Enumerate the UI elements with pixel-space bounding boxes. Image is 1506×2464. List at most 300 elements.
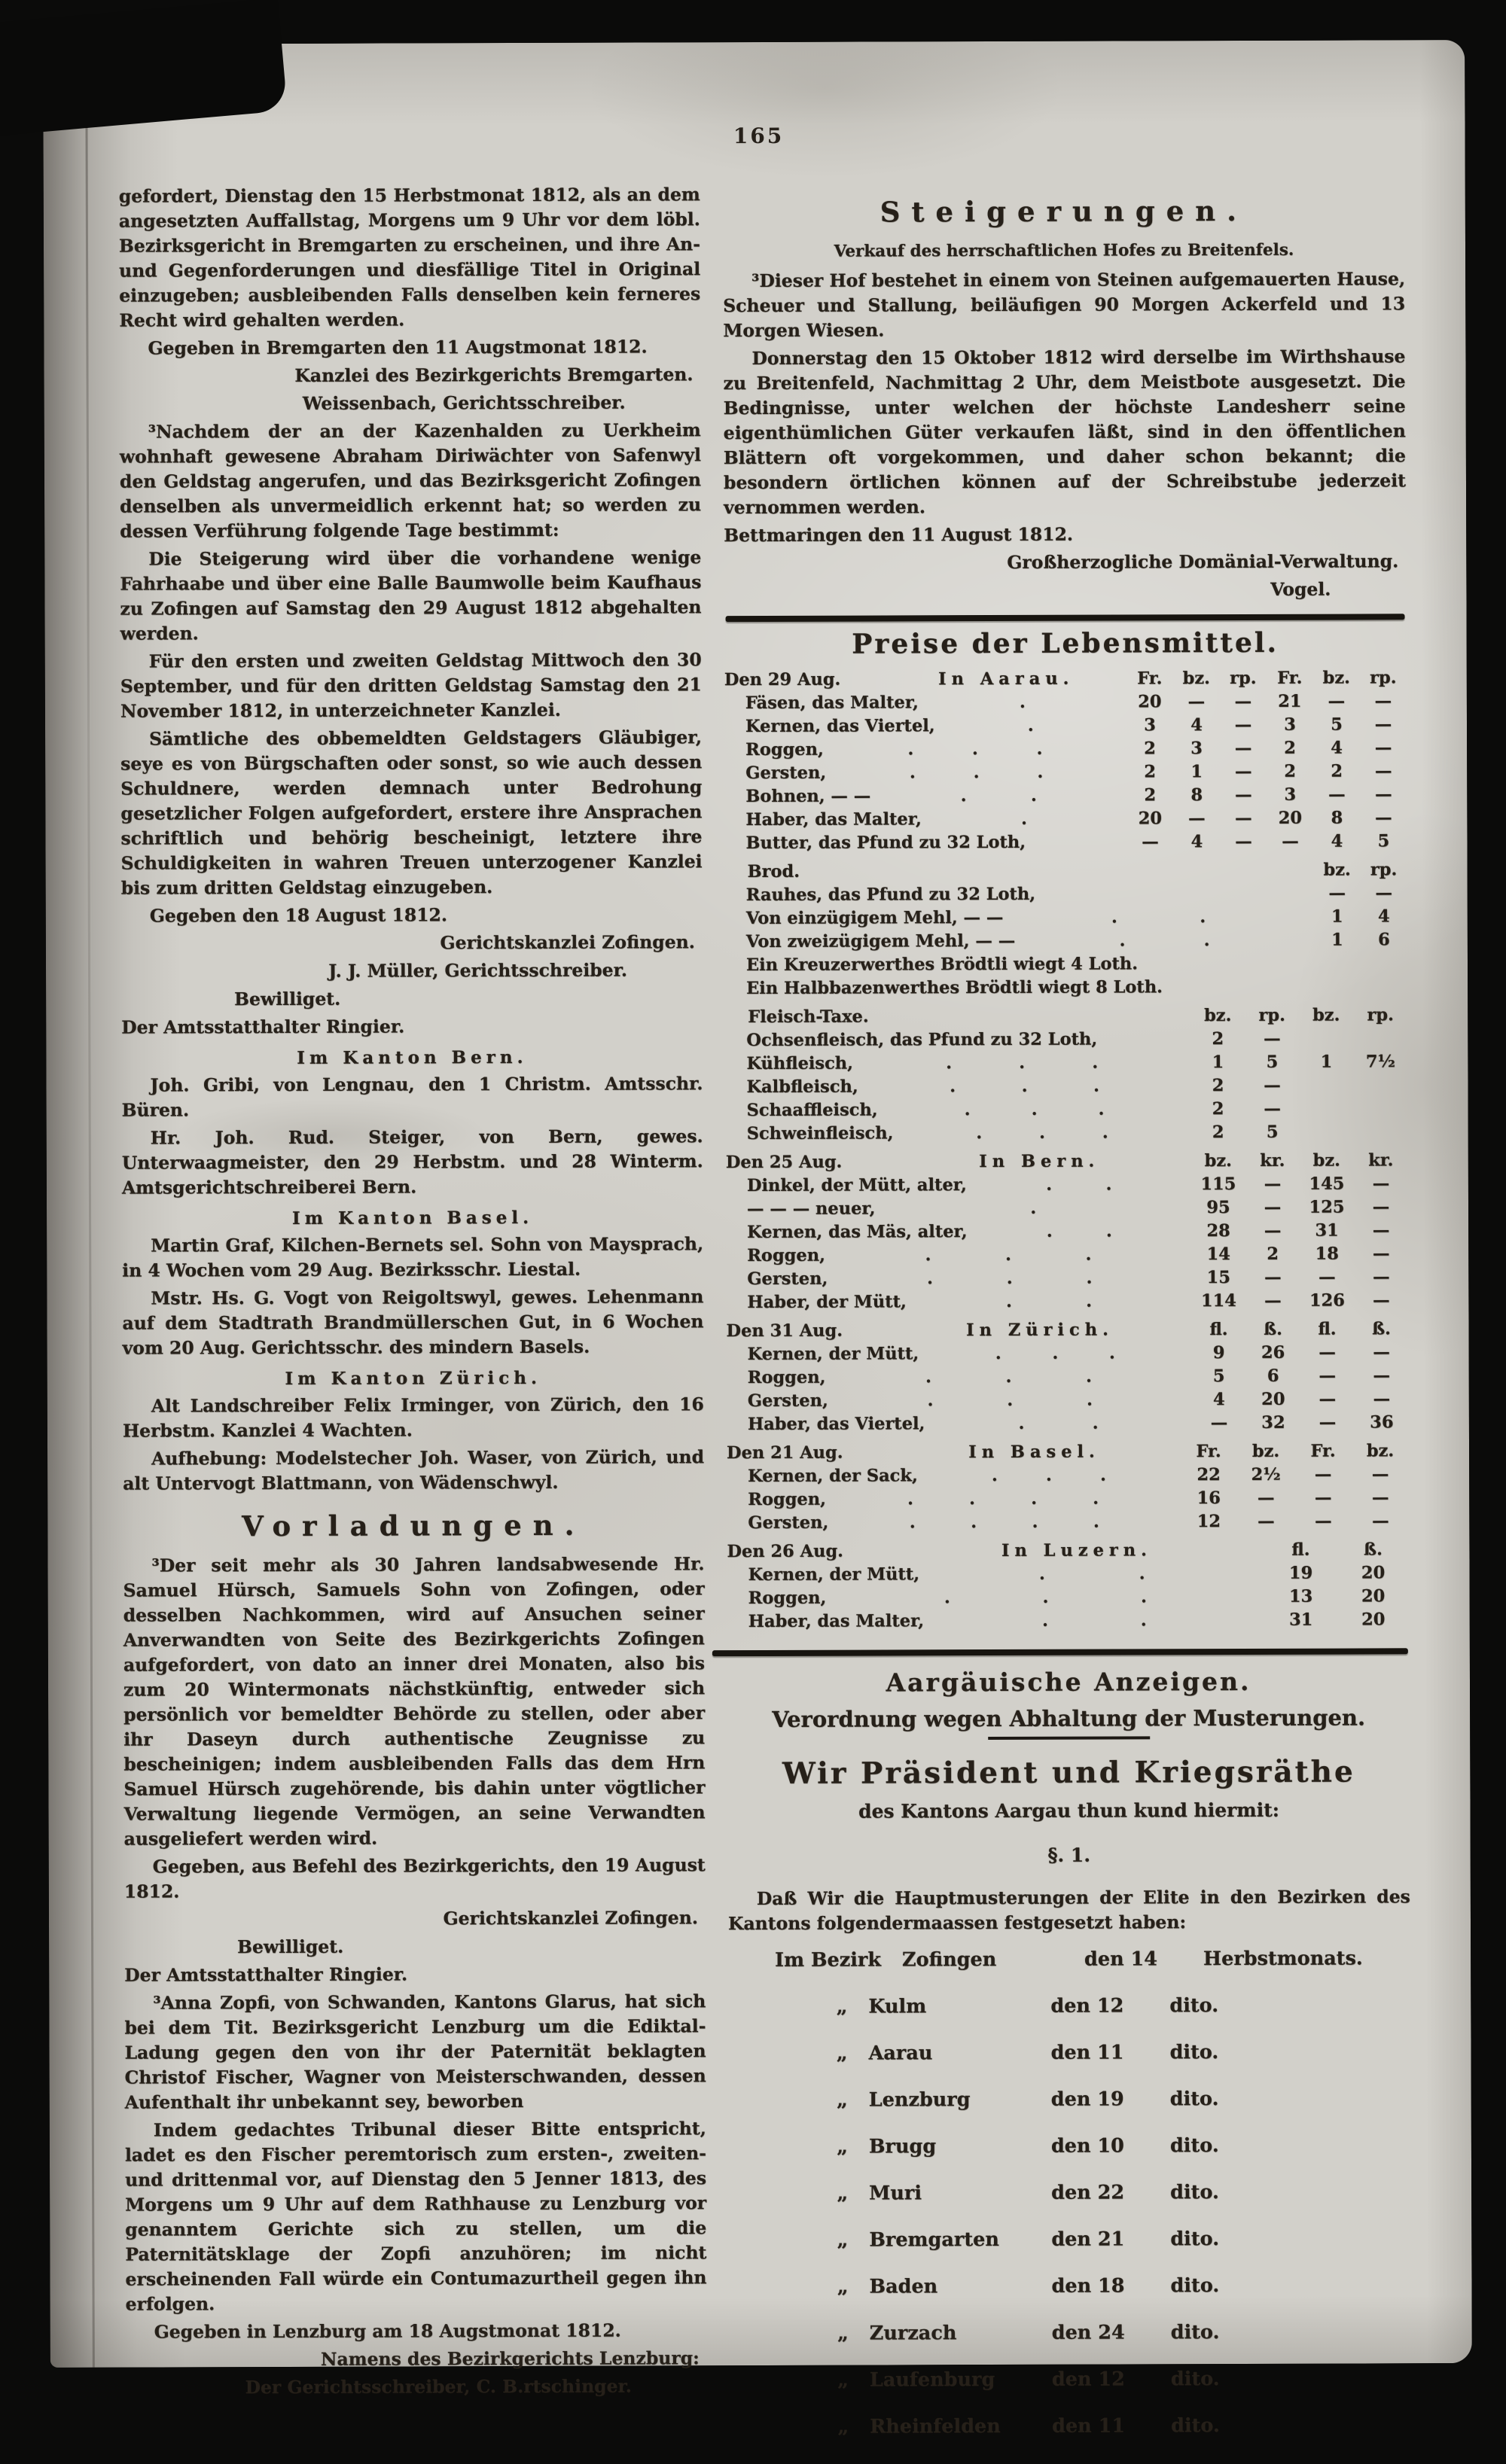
- price-value: —: [1354, 1289, 1408, 1312]
- prices-title: Preise der Lebensmittel.: [724, 626, 1407, 661]
- price-value: 4: [1192, 1388, 1246, 1412]
- price-value: [1299, 1028, 1353, 1051]
- price-values: [1126, 783, 1407, 807]
- muster-prefix: „: [776, 2088, 869, 2113]
- leader-dot: .: [1204, 929, 1210, 952]
- leader-dot: .: [950, 1075, 956, 1098]
- muster-prefix: „: [776, 2368, 870, 2393]
- price-value: 2: [1126, 784, 1173, 807]
- muster-prefix: „: [775, 2042, 868, 2067]
- price-item-label: Ochsenfleisch, das Pfund zu 32 Loth,: [746, 1028, 1097, 1052]
- leader-dot: .: [1042, 1610, 1048, 1633]
- muster-day: den 14: [1084, 1947, 1203, 1972]
- price-value: —: [1360, 690, 1407, 713]
- price-value: —: [1245, 1074, 1299, 1098]
- price-value: 16: [1180, 1487, 1237, 1510]
- price-value: [1300, 1121, 1354, 1144]
- price-value: 20: [1246, 1388, 1300, 1412]
- text-block: Kanzlei des Bezirkgerichts Bremgarten.: [119, 362, 700, 388]
- price-value: —: [1220, 830, 1267, 854]
- price-value: 36: [1355, 1411, 1409, 1434]
- price-value: 18: [1300, 1243, 1354, 1266]
- prices-divider-rule: [726, 614, 1405, 622]
- price-row: [727, 1608, 1410, 1634]
- price-value: —: [1313, 783, 1360, 806]
- unit-label: bz.: [1299, 1004, 1353, 1028]
- muster-month: dito.: [1170, 2179, 1411, 2205]
- muster-month: dito.: [1170, 2273, 1411, 2298]
- unit-label: Fr.: [1294, 1440, 1352, 1463]
- price-item-label: Schaaffleisch,: [747, 1098, 878, 1122]
- dot-leader: [922, 807, 1127, 831]
- price-value: —: [1300, 1266, 1354, 1290]
- muster-row: [730, 2366, 1412, 2415]
- muster-day: den 12: [1050, 1993, 1169, 2018]
- newspaper-page: [43, 40, 1472, 2368]
- price-section-date: Brod.: [725, 860, 910, 884]
- price-values: [1180, 1463, 1409, 1487]
- price-row: [727, 1486, 1409, 1512]
- price-value: 26: [1246, 1342, 1300, 1365]
- price-value: 4: [1361, 905, 1407, 928]
- muster-prefix: „: [776, 2415, 870, 2440]
- price-item-label: Schweinfleisch,: [747, 1122, 894, 1146]
- leader-dot: .: [1007, 1267, 1013, 1290]
- price-note: Ein Kreuzerwerthes Brödtli wiegt 4 Loth.: [725, 952, 1407, 977]
- price-value: —: [1300, 1412, 1355, 1435]
- leader-dot: .: [1046, 1464, 1052, 1488]
- price-value: —: [1300, 1388, 1355, 1412]
- price-value: —: [1192, 1412, 1246, 1435]
- muster-day: den 11: [1052, 2414, 1171, 2438]
- unit-label: bz.: [1191, 1150, 1245, 1173]
- price-item-label: Kernen, der Mütt,: [748, 1342, 919, 1366]
- price-row: [725, 1074, 1407, 1099]
- leader-dot: .: [969, 1488, 975, 1511]
- price-value: —: [1354, 1172, 1408, 1195]
- muster-district: Zurzach: [870, 2321, 1052, 2347]
- price-value: 14: [1191, 1243, 1245, 1266]
- price-note: Ein Halbbazenwerthes Brödtli wiegt 8 Loth.: [725, 975, 1407, 1001]
- leader-dot: .: [1141, 1609, 1147, 1632]
- price-value: 31: [1300, 1220, 1354, 1243]
- leader-dot: .: [1099, 1098, 1105, 1122]
- price-value: 2: [1267, 737, 1313, 760]
- price-row: [724, 736, 1407, 762]
- price-row: [727, 1364, 1409, 1390]
- muster-row: [729, 2086, 1411, 2135]
- leader-dot: .: [995, 1342, 1001, 1366]
- dot-leader: [1035, 899, 1314, 900]
- muster-district: Brugg: [869, 2134, 1051, 2160]
- dot-leader: [878, 1098, 1191, 1122]
- leader-dot: .: [927, 1267, 933, 1290]
- price-value: 20: [1337, 1608, 1410, 1631]
- text-block: Gegeben, aus Befehl des Bezirkgerichts, den 19 August 1812.: [124, 1853, 706, 1904]
- leader-dot: .: [944, 1586, 950, 1610]
- price-value: 3: [1267, 714, 1313, 737]
- price-value: 115: [1191, 1173, 1245, 1196]
- leader-dot: .: [1032, 1511, 1038, 1534]
- price-value: 2½: [1237, 1463, 1294, 1487]
- dot-leader: [925, 1412, 1192, 1436]
- proclamation-heading: Wir Präsident und Kriegsräthe: [727, 1752, 1410, 1793]
- unit-label: bz.: [1173, 667, 1220, 690]
- unit-label: fl.: [1191, 1318, 1245, 1342]
- price-value: 5: [1360, 830, 1407, 853]
- price-value: —: [1220, 807, 1267, 830]
- leader-dot: .: [1093, 1511, 1099, 1534]
- muster-row: [728, 1993, 1410, 2042]
- leader-dot: .: [1100, 1464, 1106, 1488]
- leader-dot: .: [1031, 784, 1037, 808]
- price-item-label: Kernen, das Mäs, alter,: [747, 1220, 968, 1244]
- leader-dot: .: [1030, 1197, 1036, 1220]
- text-block: Indem gedachtes Tribunal dieser Bitte entspricht, ladet es den Fischer peremtorisch zum ersten-, zweiten- und drittenmal vor, auf Dienstag den 5 Jenner 1813, des Morgens um 9 Uhr auf dem Rathhause zu Lenzburg vor genanntem Gerichte sich zu stellen, um die Paternitätsklage der Zopfi anzuhören; im nicht erscheinenden Fall würde ein Contumazurtheil gegen ihn erfolgen.: [125, 2116, 707, 2316]
- price-value: —: [1173, 807, 1220, 830]
- muster-month: dito.: [1170, 2226, 1411, 2252]
- price-value: —: [1352, 1509, 1409, 1533]
- leader-dot: .: [1037, 761, 1043, 784]
- price-row: [726, 1172, 1408, 1198]
- price-section-place: [910, 1021, 1190, 1022]
- leader-dot: .: [1106, 1220, 1112, 1244]
- price-item-label: Roggen,: [748, 1587, 827, 1610]
- muster-prefix: „: [776, 2322, 870, 2347]
- price-section-date: Den 21 Aug.: [727, 1441, 889, 1465]
- text-block: Gegeben den 18 August 1812.: [121, 902, 703, 928]
- price-row: [726, 1242, 1408, 1268]
- price-item-label: Von einzügigem Mehl, — —: [746, 906, 1004, 930]
- dot-leader: [919, 690, 1126, 714]
- leader-dot: .: [1106, 1174, 1112, 1197]
- price-item-label: Kernen, das Viertel,: [745, 714, 935, 739]
- muster-month: dito.: [1171, 2366, 1412, 2392]
- price-section-date: Den 31 Aug.: [726, 1319, 888, 1343]
- price-item-label: Haber, der Mütt,: [747, 1290, 906, 1314]
- text-block: Bewilliget.: [124, 1933, 706, 1960]
- price-value: 21: [1267, 690, 1313, 714]
- dot-leader: [918, 1463, 1180, 1488]
- price-unit-headers: [1191, 1149, 1408, 1173]
- dot-leader: [893, 1121, 1190, 1145]
- leader-dot: .: [907, 1488, 913, 1511]
- text-block: Gegeben in Lenzburg am 18 Augstmonat 1812.: [126, 2318, 707, 2344]
- price-item-label: Butter, das Pfund zu 32 Loth,: [745, 831, 1026, 855]
- unit-label: rp.: [1353, 1004, 1407, 1027]
- price-row: [727, 1585, 1410, 1610]
- price-values: [1190, 1050, 1407, 1074]
- price-values: [1126, 830, 1407, 854]
- leader-dot: .: [1046, 1174, 1052, 1197]
- price-row: [727, 1341, 1409, 1366]
- price-row: [725, 928, 1407, 954]
- price-value: 3: [1126, 714, 1173, 737]
- leader-dot: .: [946, 1052, 952, 1075]
- price-values: [1314, 928, 1407, 952]
- price-item-label: Gersten,: [747, 1268, 828, 1291]
- price-value: 8: [1313, 806, 1360, 830]
- price-values: [1265, 1608, 1410, 1632]
- price-item-label: Kernen, der Mütt,: [748, 1563, 920, 1587]
- price-value: —: [1245, 1028, 1299, 1051]
- text-block: J. J. Müller, Gerichtsschreiber.: [121, 958, 703, 984]
- text-block: Der Gerichtsschreiber, C. B.rtschinger.: [126, 2374, 707, 2400]
- text-block: Vorladungen.: [123, 1506, 704, 1544]
- price-values: [1192, 1411, 1409, 1435]
- steigerungen-section: [723, 192, 1407, 604]
- price-item-label: Kernen, der Sack,: [748, 1464, 918, 1488]
- dot-leader: [935, 714, 1126, 738]
- muster-district: Kulm: [868, 1994, 1050, 2020]
- price-value: —: [1360, 713, 1407, 736]
- price-value: —: [1220, 760, 1267, 784]
- price-value: 19: [1264, 1562, 1337, 1585]
- text-block: Mstr. Hs. G. Vogt von Reigoltswyl, gewes. Lehenmann auf dem Stadtrath Brandmüllerschen Gut, in 6 Wochen vom 20 Aug. Gerichtsschr. des mindern Basels.: [122, 1284, 703, 1360]
- price-row: [727, 1509, 1409, 1535]
- price-values: [1126, 806, 1407, 830]
- dot-leader: [825, 1365, 1191, 1390]
- price-values: [1191, 1289, 1408, 1313]
- price-value: 3: [1173, 737, 1220, 760]
- price-value: 125: [1300, 1196, 1354, 1220]
- muster-month: dito.: [1169, 1993, 1410, 2018]
- price-value: 15: [1191, 1266, 1245, 1290]
- muster-day: den 18: [1051, 2274, 1170, 2298]
- unit-label: Fr.: [1180, 1440, 1237, 1463]
- text-block: Gerichtskanzlei Zofingen.: [121, 930, 703, 956]
- price-row: [726, 1219, 1408, 1244]
- dot-leader: [875, 1196, 1191, 1220]
- text-block: Die Steigerung wird über die vorhandene wenige Fahrhaabe und über eine Balle Baumwolle beim Kaufhaus zu Zofingen auf Samstag den 29 August 1812 abgehalten werden.: [120, 545, 701, 646]
- price-section-header: [726, 1149, 1408, 1174]
- price-item-label: Kühfleisch,: [746, 1052, 853, 1076]
- dot-leader: [825, 1243, 1191, 1268]
- price-value: —: [1300, 1365, 1355, 1388]
- price-value: 2: [1191, 1121, 1245, 1144]
- price-values: [1190, 1074, 1407, 1098]
- price-item-label: Gersten,: [748, 1512, 828, 1535]
- price-value: —: [1300, 1342, 1355, 1365]
- leader-dot: .: [1139, 1562, 1145, 1585]
- price-values: [1191, 1097, 1408, 1121]
- dot-leader: [968, 1220, 1192, 1244]
- price-row: [727, 1387, 1409, 1413]
- text-block: ³Nachdem der an der Kazenhalden zu Uerkheim wohnhaft gewesene Abraham Diriwächter von Safenwyl den Geldstag angerufen, und das Bezirksgericht Zofingen denselben als unvermeidlich erkennt hat; so werden zu dessen Verführung folgende Tage bestimmt:: [120, 418, 702, 544]
- dot-leader: [826, 1585, 1264, 1610]
- price-value: 1: [1314, 905, 1361, 928]
- dot-leader: [1015, 929, 1314, 953]
- price-value: 4: [1173, 830, 1220, 854]
- price-row: [724, 690, 1407, 715]
- price-section-date: Den 29 Aug.: [724, 668, 886, 692]
- price-section-date: Fleisch-Taxe.: [725, 1005, 910, 1029]
- text-block: Steigerungen.: [723, 192, 1405, 230]
- price-row: [726, 1097, 1408, 1122]
- unit-label: ß.: [1354, 1317, 1408, 1341]
- dot-leader: [907, 1290, 1192, 1314]
- price-item-label: Fäsen, das Malter,: [745, 691, 919, 715]
- muster-row: [730, 2413, 1412, 2462]
- leader-dot: .: [1032, 1098, 1038, 1122]
- leader-dot: .: [1007, 1389, 1013, 1412]
- muster-month: dito.: [1171, 2319, 1412, 2345]
- price-value: 114: [1191, 1290, 1245, 1313]
- dot-leader: [858, 1074, 1191, 1098]
- price-section-header: [726, 1317, 1408, 1343]
- price-section-place: [910, 876, 1314, 877]
- text-block: Martin Graf, Kilchen-Bernets sel. Sohn von Maysprach, in 4 Wochen vom 29 Aug. Bezirksschr. Liestal.: [122, 1232, 703, 1283]
- leader-dot: .: [1020, 691, 1026, 714]
- text-block: Sämtliche des obbemeldten Geldstagers Gläubiger, seye es von Bürgschaften oder sonst, so wie auch dessen Schuldnere, werden demnach unter Bedrohung gesetzlicher Folgen aufgefordert, erstere ihre Ansprachen schriftlich und behörig bescheinigt, letztere ihre Schuldigkeiten in wahren Treuen unterzogener Kanzlei bis zum dritten Geldstag einzugeben.: [120, 725, 703, 900]
- unit-label: bz.: [1237, 1440, 1294, 1463]
- text-block: ³Dieser Hof bestehet in einem von Steinen aufgemauerten Hause, Scheuer und Stallung, beiläufigen 90 Morgen Ackerfeld und 13 Morgen Wiesen.: [723, 267, 1405, 343]
- text-block: Der Amtsstatthalter Ringier.: [121, 1013, 703, 1040]
- price-row: [724, 783, 1407, 809]
- muster-row: [728, 2039, 1410, 2088]
- leader-dot: .: [1093, 1412, 1099, 1436]
- anzeigen-divider-rule: [712, 1648, 1408, 1656]
- leader-dot: .: [910, 1511, 916, 1534]
- price-value: [1299, 1074, 1353, 1098]
- price-value: 2: [1190, 1028, 1245, 1051]
- price-item-label: Bohnen, — —: [745, 785, 870, 809]
- leader-dot: .: [1093, 1488, 1099, 1511]
- leader-dot: .: [1111, 906, 1117, 929]
- price-unit-headers: [1126, 666, 1407, 690]
- leader-dot: .: [1006, 1366, 1012, 1389]
- price-value: [1353, 1027, 1407, 1050]
- leader-dot: .: [961, 784, 967, 808]
- dot-leader: [828, 1510, 1180, 1534]
- price-section-date: Den 25 Aug.: [726, 1150, 888, 1174]
- price-item-label: Haber, das Malter,: [748, 1610, 924, 1634]
- price-value: —: [1360, 783, 1407, 806]
- unit-label: ß.: [1245, 1318, 1300, 1342]
- leader-dot: .: [925, 1244, 931, 1267]
- unit-label: bz.: [1352, 1439, 1409, 1463]
- leader-dot: .: [1086, 1290, 1092, 1314]
- price-value: —: [1355, 1341, 1409, 1364]
- unit-label: ß.: [1337, 1538, 1409, 1561]
- price-item-label: — — — neuer,: [747, 1198, 876, 1222]
- unit-label: kr.: [1245, 1150, 1300, 1173]
- price-value: 4: [1173, 714, 1220, 737]
- dot-leader: [828, 1266, 1191, 1291]
- price-value: 13: [1265, 1585, 1337, 1609]
- price-value: —: [1267, 830, 1313, 854]
- anzeigen-title: Aargäuische Anzeigen.: [727, 1664, 1410, 1700]
- price-values: [1314, 882, 1407, 905]
- left-column: [119, 182, 707, 2403]
- anzeigen-section: [727, 1664, 1412, 2462]
- muster-prefix: „: [776, 2135, 869, 2160]
- dot-leader: [967, 1173, 1191, 1197]
- leader-dot: .: [1039, 1563, 1045, 1586]
- price-value: 5: [1245, 1121, 1300, 1144]
- leader-dot: .: [1043, 1586, 1049, 1610]
- leader-dot: .: [1005, 1244, 1011, 1267]
- price-value: 20: [1267, 807, 1313, 830]
- price-value: 2: [1190, 1074, 1245, 1098]
- price-value: —: [1354, 1242, 1408, 1266]
- muster-month: dito.: [1170, 2133, 1411, 2158]
- leader-dot: .: [1028, 714, 1034, 738]
- price-value: 2: [1313, 760, 1360, 783]
- price-value: 20: [1126, 807, 1173, 830]
- leader-dot: .: [1087, 1389, 1093, 1412]
- price-value: —: [1245, 1098, 1300, 1121]
- price-unit-headers: [1191, 1317, 1408, 1342]
- price-value: —: [1354, 1195, 1408, 1219]
- price-value: —: [1173, 690, 1220, 714]
- price-section-place: In Zürich.: [888, 1318, 1191, 1342]
- price-value: 20: [1337, 1585, 1410, 1608]
- price-value: —: [1245, 1290, 1300, 1313]
- price-item-label: Rauhes, das Pfund zu 32 Loth,: [746, 883, 1035, 907]
- price-section-place: In Aarau.: [886, 667, 1126, 691]
- text-block: Gerichtskanzlei Zofingen.: [124, 1905, 706, 1932]
- price-values: [1126, 713, 1407, 737]
- price-value: 2: [1267, 760, 1313, 784]
- muster-row: [728, 1946, 1410, 1995]
- leader-dot: .: [1102, 1122, 1108, 1145]
- text-block: Alt Landschreiber Felix Irminger, von Zürich, den 16 Herbstm. Kanzlei 4 Wachten.: [123, 1392, 704, 1443]
- price-value: —: [1245, 1173, 1300, 1196]
- leader-dot: .: [1052, 1342, 1058, 1366]
- price-row: [727, 1561, 1410, 1587]
- text-block: Hr. Joh. Rud. Steiger, von Bern, gewes. Unterwaagmeister, den 29 Herbstm. und 28 Winterm. Amtsgerichtschreiberei Bern.: [122, 1124, 703, 1200]
- price-unit-headers: [1314, 858, 1407, 882]
- price-section-header: [725, 858, 1407, 884]
- price-value: 1: [1314, 928, 1361, 952]
- price-value: —: [1220, 714, 1267, 737]
- price-values: [1192, 1364, 1409, 1388]
- price-value: 5: [1245, 1051, 1299, 1074]
- unit-label: bz.: [1300, 1150, 1354, 1173]
- price-unit-headers: [1190, 1004, 1407, 1028]
- price-value: 2: [1191, 1098, 1245, 1121]
- muster-day: den 24: [1052, 2320, 1171, 2345]
- price-section-header: [724, 666, 1407, 692]
- leader-dot: .: [974, 761, 980, 784]
- price-value: —: [1355, 1387, 1409, 1411]
- price-section-place: In Bern.: [888, 1150, 1191, 1174]
- text-block: Der Amtsstatthalter Ringier.: [124, 1961, 706, 1987]
- dot-leader: [826, 1487, 1180, 1511]
- price-row: [725, 1027, 1407, 1052]
- muster-day: den 12: [1052, 2367, 1171, 2392]
- text-block: Weissenbach, Gerichtsschreiber.: [120, 390, 701, 416]
- text-block: Im Kanton Zürich.: [123, 1365, 704, 1391]
- text-block: Vogel.: [724, 577, 1406, 604]
- price-item-label: Gersten,: [748, 1390, 828, 1413]
- muster-district: Rheinfelden: [870, 2414, 1052, 2440]
- price-value: 20: [1337, 1561, 1409, 1585]
- unit-label: kr.: [1354, 1149, 1408, 1172]
- dot-leader: [826, 760, 1126, 784]
- muster-day: den 19: [1051, 2087, 1170, 2112]
- price-value: —: [1313, 690, 1360, 713]
- leader-dot: .: [1120, 929, 1126, 952]
- price-value: 3: [1267, 784, 1313, 807]
- text-block: Verkauf des herrschaftlichen Hofes zu Breitenfels.: [723, 237, 1405, 264]
- dot-leader: [924, 1609, 1265, 1633]
- muster-prefix: „: [775, 1995, 868, 2020]
- text-block: Joh. Gribi, von Lengnau, den 1 Christm. Amtsschr. Büren.: [121, 1071, 703, 1122]
- price-value: [1354, 1120, 1408, 1144]
- leader-dot: .: [925, 1366, 931, 1389]
